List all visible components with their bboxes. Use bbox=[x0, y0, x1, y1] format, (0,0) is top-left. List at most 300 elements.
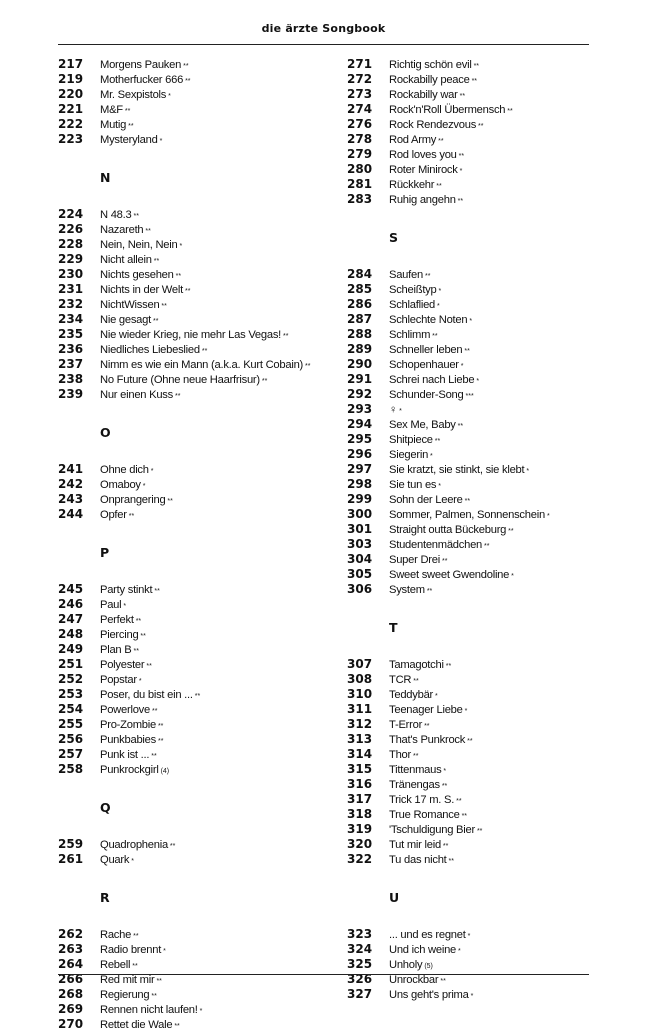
song-entry: 297 Sie kratzt, sie stinkt, sie klebt * bbox=[347, 462, 530, 476]
song-title: Party stinkt bbox=[100, 584, 153, 596]
song-title: Trick 17 m. S. bbox=[389, 794, 455, 806]
section-letter: P bbox=[100, 544, 110, 560]
song-entry: 253 Poser, du bist ein ... ** bbox=[58, 687, 201, 701]
song-entry: 323 ... und es regnet * bbox=[347, 927, 471, 941]
page-number: 262 bbox=[58, 927, 84, 941]
song-title: Tut mir leid bbox=[389, 839, 441, 851]
song-entry: 294 Sex Me, Baby ** bbox=[347, 417, 464, 431]
song-entry: 248 Piercing ** bbox=[58, 627, 146, 641]
song-title: Sie tun es bbox=[389, 479, 437, 491]
page-number: 315 bbox=[347, 762, 373, 776]
page-number: 217 bbox=[58, 57, 84, 71]
page-number: 293 bbox=[347, 402, 373, 416]
page-number: 317 bbox=[347, 792, 373, 806]
song-entry: 303 Studentenmädchen ** bbox=[347, 537, 490, 551]
song-entry: 293 ♀ * bbox=[347, 402, 402, 416]
page-number: 220 bbox=[58, 87, 84, 101]
song-entry: 234 Nie gesagt ** bbox=[58, 312, 159, 326]
song-title: Morgens Pauken bbox=[100, 59, 182, 71]
page-number: 261 bbox=[58, 852, 84, 866]
page-number: 312 bbox=[347, 717, 373, 731]
song-title: ♀ bbox=[389, 404, 398, 416]
song-title: Punk ist ... bbox=[100, 749, 150, 761]
page-number: 247 bbox=[58, 612, 84, 626]
section-heading-row bbox=[347, 597, 597, 657]
song-title: System bbox=[389, 584, 425, 596]
song-entry: 308 TCR ** bbox=[347, 672, 419, 686]
song-title: Schneller leben bbox=[389, 344, 463, 356]
song-title: Opfer bbox=[100, 509, 127, 521]
song-title: Studentenmädchen bbox=[389, 539, 483, 551]
song-title: Schlechte Noten bbox=[389, 314, 468, 326]
song-title: Poser, du bist ein ... bbox=[100, 689, 193, 701]
song-title: Mysteryland bbox=[100, 134, 158, 146]
song-entry: 269 Rennen nicht laufen! * bbox=[58, 1002, 203, 1016]
page-number: 229 bbox=[58, 252, 84, 266]
section-letter: U bbox=[389, 889, 400, 905]
page-number: 222 bbox=[58, 117, 84, 131]
page-number: 224 bbox=[58, 207, 84, 221]
page-number: 254 bbox=[58, 702, 84, 716]
section-heading-row bbox=[347, 207, 597, 267]
page-number: 292 bbox=[347, 387, 373, 401]
song-title: Punkbabies bbox=[100, 734, 156, 746]
song-title: Sommer, Palmen, Sonnenschein bbox=[389, 509, 545, 521]
song-entry: 254 Powerlove ** bbox=[58, 702, 158, 716]
page-number: 238 bbox=[58, 372, 84, 386]
song-entry: 322 Tu das nicht ** bbox=[347, 852, 454, 866]
song-entry: 320 Tut mir leid ** bbox=[347, 837, 449, 851]
page-number: 249 bbox=[58, 642, 84, 656]
page-number: 243 bbox=[58, 492, 84, 506]
song-entry: 276 Rock Rendezvous ** bbox=[347, 117, 484, 131]
song-title: Rennen nicht laufen! bbox=[100, 1004, 198, 1016]
song-title: Nicht allein bbox=[100, 254, 152, 266]
song-title: Sex Me, Baby bbox=[389, 419, 456, 431]
song-entry: 326 Unrockbar ** bbox=[347, 972, 446, 986]
song-title: Quadrophenia bbox=[100, 839, 168, 851]
song-entry: 226 Nazareth ** bbox=[58, 222, 151, 236]
song-entry: 231 Nichts in der Welt ** bbox=[58, 282, 191, 296]
page-number: 232 bbox=[58, 297, 84, 311]
song-title: Roter Minirock bbox=[389, 164, 458, 176]
song-title: T-Error bbox=[389, 719, 423, 731]
page-number: 273 bbox=[347, 87, 373, 101]
song-entry: 242 Omaboy * bbox=[58, 477, 146, 491]
song-title: Nazareth bbox=[100, 224, 144, 236]
song-title: Rettet die Wale bbox=[100, 1019, 173, 1031]
song-title: Nie gesagt bbox=[100, 314, 151, 326]
song-title: Teddybär bbox=[389, 689, 434, 701]
page-number: 308 bbox=[347, 672, 373, 686]
page-number: 271 bbox=[347, 57, 373, 71]
page-number: 269 bbox=[58, 1002, 84, 1016]
page-number: 313 bbox=[347, 732, 373, 746]
song-entry: 232 NichtWissen ** bbox=[58, 297, 167, 311]
page-number: 283 bbox=[347, 192, 373, 206]
page-number: 274 bbox=[347, 102, 373, 116]
song-entry: 289 Schneller leben ** bbox=[347, 342, 470, 356]
page-number: 279 bbox=[347, 147, 373, 161]
page-number: 288 bbox=[347, 327, 373, 341]
page-number: 272 bbox=[347, 72, 373, 86]
page-number: 237 bbox=[58, 357, 84, 371]
song-entry: 305 Sweet sweet Gwendoline * bbox=[347, 567, 514, 581]
page-number: 245 bbox=[58, 582, 84, 596]
song-title: Teenager Liebe bbox=[389, 704, 463, 716]
song-entry: 318 True Romance ** bbox=[347, 807, 468, 821]
song-title: Nichts in der Welt bbox=[100, 284, 183, 296]
page-number: 311 bbox=[347, 702, 373, 716]
song-entry: 313 That's Punkrock ** bbox=[347, 732, 473, 746]
section-heading-row bbox=[58, 147, 318, 207]
song-entry: 223 Mysteryland * bbox=[58, 132, 163, 146]
page-number: 257 bbox=[58, 747, 84, 761]
song-title: That's Punkrock bbox=[389, 734, 466, 746]
page-number: 289 bbox=[347, 342, 373, 356]
song-title: Red mit mir bbox=[100, 974, 155, 986]
index-column-right bbox=[347, 57, 597, 1002]
song-entry: 246 Paul * bbox=[58, 597, 127, 611]
song-entry: 256 Punkbabies ** bbox=[58, 732, 164, 746]
song-entry: 324 Und ich weine * bbox=[347, 942, 461, 956]
song-title: Piercing bbox=[100, 629, 139, 641]
page-number: 303 bbox=[347, 537, 373, 551]
song-title: N 48.3 bbox=[100, 209, 132, 221]
song-entry: 291 Schrei nach Liebe * bbox=[347, 372, 480, 386]
song-entry: 255 Pro-Zombie ** bbox=[58, 717, 164, 731]
song-title: Powerlove bbox=[100, 704, 150, 716]
song-entry: 243 Onprangering ** bbox=[58, 492, 173, 506]
page-number: 307 bbox=[347, 657, 373, 671]
song-entry: 266 Red mit mir ** bbox=[58, 972, 162, 986]
page-number: 236 bbox=[58, 342, 84, 356]
song-entry: 244 Opfer ** bbox=[58, 507, 135, 521]
song-title: Nimm es wie ein Mann (a.k.a. Kurt Cobain) bbox=[100, 359, 304, 371]
song-title: Thor bbox=[389, 749, 412, 761]
section-heading-row bbox=[347, 867, 597, 927]
page-number: 264 bbox=[58, 957, 84, 971]
song-title: M&F bbox=[100, 104, 123, 116]
page-number: 266 bbox=[58, 972, 84, 986]
song-title: Tränengas bbox=[389, 779, 440, 791]
song-title: Plan B bbox=[100, 644, 132, 656]
page-number: 255 bbox=[58, 717, 84, 731]
song-entry: 299 Sohn der Leere ** bbox=[347, 492, 471, 506]
page-number: 251 bbox=[58, 657, 84, 671]
song-entry: 237 Nimm es wie ein Mann (a.k.a. Kurt Cobain) ** bbox=[58, 357, 311, 371]
song-entry: 283 Ruhig angehn ** bbox=[347, 192, 464, 206]
song-entry: 270 Rettet die Wale ** bbox=[58, 1017, 180, 1031]
song-entry: 247 Perfekt ** bbox=[58, 612, 142, 626]
song-entry: 217 Morgens Pauken ** bbox=[58, 57, 189, 71]
song-title: Richtig schön evil bbox=[389, 59, 472, 71]
page-number: 327 bbox=[347, 987, 373, 1001]
song-entry: 325 Unholy (5) bbox=[347, 957, 433, 971]
section-heading-row bbox=[58, 777, 318, 837]
page-number: 278 bbox=[347, 132, 373, 146]
song-entry: 222 Mutig ** bbox=[58, 117, 134, 131]
song-entry: 219 Motherfucker 666 ** bbox=[58, 72, 191, 86]
song-title: Saufen bbox=[389, 269, 423, 281]
song-entry: 262 Rache ** bbox=[58, 927, 139, 941]
song-title: Unholy bbox=[389, 959, 423, 971]
song-title: Rockabilly war bbox=[389, 89, 458, 101]
page-number: 234 bbox=[58, 312, 84, 326]
song-title: Ohne dich bbox=[100, 464, 149, 476]
song-title: Sweet sweet Gwendoline bbox=[389, 569, 510, 581]
index-column-left bbox=[58, 57, 318, 1032]
song-entry: 292 Schunder-Song *** bbox=[347, 387, 474, 401]
song-title: Nichts gesehen bbox=[100, 269, 174, 281]
song-title: Uns geht's prima bbox=[389, 989, 469, 1001]
song-entry: 245 Party stinkt ** bbox=[58, 582, 160, 596]
song-entry: 284 Saufen ** bbox=[347, 267, 431, 281]
page-number: 284 bbox=[347, 267, 373, 281]
song-title: Rod loves you bbox=[389, 149, 457, 161]
section-heading-row bbox=[58, 402, 318, 462]
song-title: No Future (Ohne neue Haarfrisur) bbox=[100, 374, 260, 386]
page-number: 304 bbox=[347, 552, 373, 566]
song-entry: 312 T-Error ** bbox=[347, 717, 430, 731]
page-number: 286 bbox=[347, 297, 373, 311]
song-title: Schlimm bbox=[389, 329, 431, 341]
song-entry: 304 Super Drei ** bbox=[347, 552, 448, 566]
song-entry: 229 Nicht allein ** bbox=[58, 252, 160, 266]
song-entry: 235 Nie wieder Krieg, nie mehr Las Vegas! ** bbox=[58, 327, 289, 341]
page-number: 319 bbox=[347, 822, 373, 836]
page-number: 231 bbox=[58, 282, 84, 296]
song-title: Schrei nach Liebe bbox=[389, 374, 475, 386]
song-entry: 261 Quark * bbox=[58, 852, 134, 866]
page-number: 310 bbox=[347, 687, 373, 701]
song-title: NichtWissen bbox=[100, 299, 160, 311]
page-number: 298 bbox=[347, 477, 373, 491]
section-heading-row bbox=[58, 522, 318, 582]
page-number: 320 bbox=[347, 837, 373, 851]
song-title: Sohn der Leere bbox=[389, 494, 463, 506]
page-number: 244 bbox=[58, 507, 84, 521]
song-title: Sie kratzt, sie stinkt, sie klebt bbox=[389, 464, 525, 476]
song-title: TCR bbox=[389, 674, 412, 686]
song-title: Und ich weine bbox=[389, 944, 457, 956]
song-title: Nein, Nein, Nein bbox=[100, 239, 178, 251]
page-number: 280 bbox=[347, 162, 373, 176]
page-header: die ärzte Songbook bbox=[261, 22, 386, 35]
song-entry: 257 Punk ist ... ** bbox=[58, 747, 157, 761]
song-title: Omaboy bbox=[100, 479, 141, 491]
song-entry: 249 Plan B ** bbox=[58, 642, 139, 656]
song-entry: 274 Rock'n'Roll Übermensch ** bbox=[347, 102, 513, 116]
song-entry: 310 Teddybär * bbox=[347, 687, 438, 701]
song-entry: 286 Schlaflied * bbox=[347, 297, 440, 311]
song-entry: 272 Rockabilly peace ** bbox=[347, 72, 478, 86]
song-entry: 307 Tamagotchi ** bbox=[347, 657, 452, 671]
song-entry: 300 Sommer, Palmen, Sonnenschein * bbox=[347, 507, 550, 521]
page-number: 294 bbox=[347, 417, 373, 431]
song-entry: 264 Rebell ** bbox=[58, 957, 138, 971]
page-number: 300 bbox=[347, 507, 373, 521]
page-number: 323 bbox=[347, 927, 373, 941]
song-entry: 315 Tittenmaus * bbox=[347, 762, 447, 776]
song-title: Schlaflied bbox=[389, 299, 436, 311]
page-number: 322 bbox=[347, 852, 373, 866]
song-entry: 220 Mr. Sexpistols * bbox=[58, 87, 171, 101]
header-rule bbox=[58, 44, 589, 45]
song-entry: 241 Ohne dich * bbox=[58, 462, 154, 476]
page-number: 253 bbox=[58, 687, 84, 701]
song-entry: 301 Straight outta Bückeburg ** bbox=[347, 522, 514, 536]
section-letter: Q bbox=[100, 799, 111, 815]
page-number: 291 bbox=[347, 372, 373, 386]
song-title: Pro-Zombie bbox=[100, 719, 156, 731]
song-title: Motherfucker 666 bbox=[100, 74, 184, 86]
page-number: 241 bbox=[58, 462, 84, 476]
song-title: Ruhig angehn bbox=[389, 194, 456, 206]
song-title: Schunder-Song bbox=[389, 389, 464, 401]
song-title: Rockabilly peace bbox=[389, 74, 470, 86]
song-title: Tamagotchi bbox=[389, 659, 444, 671]
song-entry: 295 Shitpiece ** bbox=[347, 432, 441, 446]
song-entry: 316 Tränengas ** bbox=[347, 777, 448, 791]
song-title: Rock'n'Roll Übermensch bbox=[389, 104, 506, 116]
song-entry: 285 Scheißtyp * bbox=[347, 282, 442, 296]
page-number: 318 bbox=[347, 807, 373, 821]
song-entry: 314 Thor ** bbox=[347, 747, 419, 761]
song-title: Mr. Sexpistols bbox=[100, 89, 167, 101]
song-title: Punkrockgirl bbox=[100, 764, 159, 776]
song-entry: 238 No Future (Ohne neue Haarfrisur) ** bbox=[58, 372, 268, 386]
footer-rule bbox=[58, 974, 589, 975]
song-title: Paul bbox=[100, 599, 122, 611]
song-entry: 306 System ** bbox=[347, 582, 433, 596]
page-number: 259 bbox=[58, 837, 84, 851]
page-number: 252 bbox=[58, 672, 84, 686]
page-number: 296 bbox=[347, 447, 373, 461]
song-entry: 221 M&F ** bbox=[58, 102, 131, 116]
song-title: Schopenhauer bbox=[389, 359, 459, 371]
song-entry: 281 Rückkehr ** bbox=[347, 177, 442, 191]
page-number: 295 bbox=[347, 432, 373, 446]
song-entry: 290 Schopenhauer * bbox=[347, 357, 464, 371]
section-letter: N bbox=[100, 169, 111, 185]
song-title: Nie wieder Krieg, nie mehr Las Vegas! bbox=[100, 329, 282, 341]
song-title: Rückkehr bbox=[389, 179, 435, 191]
page-number: 270 bbox=[58, 1017, 84, 1031]
song-entry: 279 Rod loves you ** bbox=[347, 147, 465, 161]
song-title: Rock Rendezvous bbox=[389, 119, 477, 131]
song-title: Unrockbar bbox=[389, 974, 439, 986]
page-number: 276 bbox=[347, 117, 373, 131]
song-entry: 311 Teenager Liebe * bbox=[347, 702, 468, 716]
song-entry: 317 Trick 17 m. S. ** bbox=[347, 792, 462, 806]
page-number: 324 bbox=[347, 942, 373, 956]
song-entry: 319 'Tschuldigung Bier ** bbox=[347, 822, 483, 836]
song-title: Tu das nicht bbox=[389, 854, 447, 866]
song-entry: 224 N 48.3 ** bbox=[58, 207, 139, 221]
page-number: 314 bbox=[347, 747, 373, 761]
song-entry: 280 Roter Minirock * bbox=[347, 162, 463, 176]
page-number: 235 bbox=[58, 327, 84, 341]
song-title: Radio brennt bbox=[100, 944, 162, 956]
section-letter: S bbox=[389, 229, 399, 245]
page-number: 281 bbox=[347, 177, 373, 191]
song-entry: 230 Nichts gesehen ** bbox=[58, 267, 182, 281]
song-title: Tittenmaus bbox=[389, 764, 442, 776]
page-number: 326 bbox=[347, 972, 373, 986]
page-number: 242 bbox=[58, 477, 84, 491]
page-number: 263 bbox=[58, 942, 84, 956]
song-entry: 236 Niedliches Liebeslied ** bbox=[58, 342, 208, 356]
page-number: 290 bbox=[347, 357, 373, 371]
song-entry: 258 Punkrockgirl (4) bbox=[58, 762, 170, 776]
page-number: 325 bbox=[347, 957, 373, 971]
page-number: 299 bbox=[347, 492, 373, 506]
section-heading-row bbox=[58, 867, 318, 927]
page-number: 246 bbox=[58, 597, 84, 611]
song-title: Popstar bbox=[100, 674, 137, 686]
song-entry: 288 Schlimm ** bbox=[347, 327, 438, 341]
page-number: 301 bbox=[347, 522, 373, 536]
page-number: 305 bbox=[347, 567, 373, 581]
song-entry: 228 Nein, Nein, Nein * bbox=[58, 237, 183, 251]
song-title: True Romance bbox=[389, 809, 460, 821]
song-entry: 271 Richtig schön evil ** bbox=[347, 57, 480, 71]
song-entry: 298 Sie tun es * bbox=[347, 477, 441, 491]
song-title: ... und es regnet bbox=[389, 929, 466, 941]
page-number: 306 bbox=[347, 582, 373, 596]
song-title: Straight outta Bückeburg bbox=[389, 524, 507, 536]
song-title: Rod Army bbox=[389, 134, 437, 146]
page-number: 297 bbox=[347, 462, 373, 476]
page-number: 223 bbox=[58, 132, 84, 146]
song-title: Super Drei bbox=[389, 554, 440, 566]
page-number: 256 bbox=[58, 732, 84, 746]
song-title: Niedliches Liebeslied bbox=[100, 344, 200, 356]
section-letter: O bbox=[100, 424, 111, 440]
page-number: 316 bbox=[347, 777, 373, 791]
song-title: Regierung bbox=[100, 989, 150, 1001]
page-number: 221 bbox=[58, 102, 84, 116]
song-title: Onprangering bbox=[100, 494, 166, 506]
page-number: 230 bbox=[58, 267, 84, 281]
page-number: 239 bbox=[58, 387, 84, 401]
song-title: Scheißtyp bbox=[389, 284, 437, 296]
section-letter: T bbox=[389, 619, 398, 635]
page-number: 268 bbox=[58, 987, 84, 1001]
song-entry: 259 Quadrophenia ** bbox=[58, 837, 176, 851]
song-entry: 296 Siegerin * bbox=[347, 447, 433, 461]
song-entry: 268 Regierung ** bbox=[58, 987, 157, 1001]
page-number: 287 bbox=[347, 312, 373, 326]
page-number: 248 bbox=[58, 627, 84, 641]
song-title: Quark bbox=[100, 854, 130, 866]
song-entry: 251 Polyester ** bbox=[58, 657, 152, 671]
song-title: Siegerin bbox=[389, 449, 429, 461]
song-title: Mutig bbox=[100, 119, 127, 131]
song-title: Rache bbox=[100, 929, 132, 941]
song-title: Perfekt bbox=[100, 614, 134, 626]
song-title: Polyester bbox=[100, 659, 145, 671]
song-entry: 287 Schlechte Noten * bbox=[347, 312, 473, 326]
song-title: Nur einen Kuss bbox=[100, 389, 173, 401]
page-number: 228 bbox=[58, 237, 84, 251]
page-number: 258 bbox=[58, 762, 84, 776]
song-title: 'Tschuldigung Bier bbox=[389, 824, 475, 836]
song-entry: 239 Nur einen Kuss ** bbox=[58, 387, 181, 401]
page-number: 226 bbox=[58, 222, 84, 236]
page-number: 219 bbox=[58, 72, 84, 86]
